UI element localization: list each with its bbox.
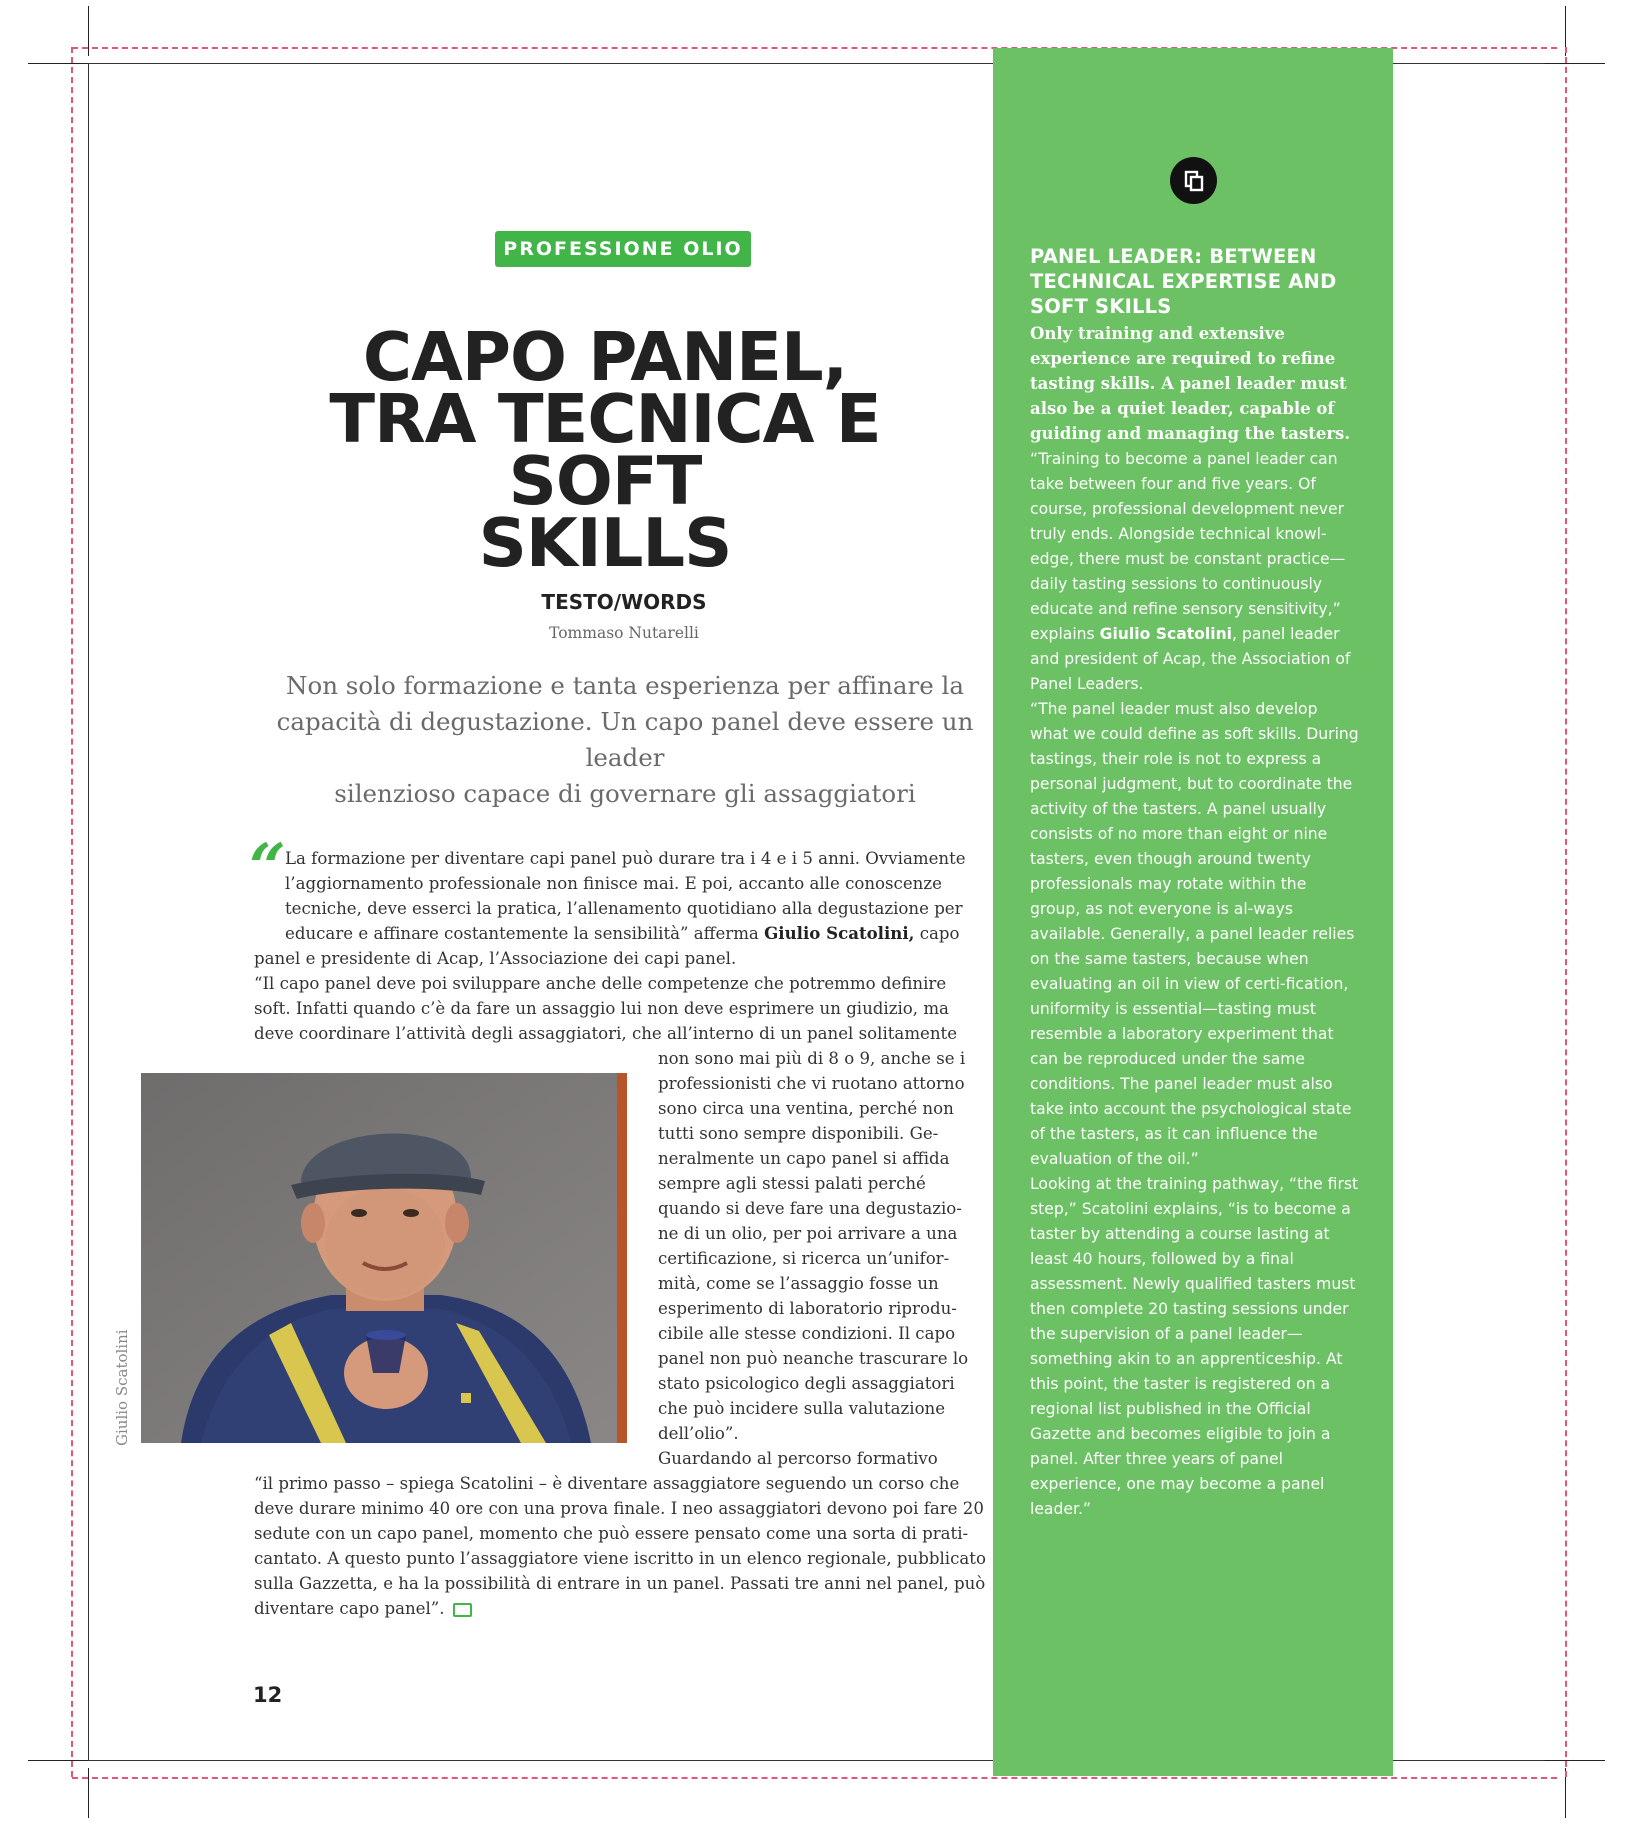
body-line: soft. Infatti quando c’è da fare un assaggio lui non deve esprimere un giudizio, ma [254,999,949,1018]
crop-mark-bottom-left-h [28,1760,88,1761]
headline [230,318,980,582]
body-line: cibile alle stesse condizioni. Il capo [658,1324,956,1343]
body-line: “il primo passo – spiega Scatolini – è diventare assaggiatore seguendo un corso che [254,1474,960,1493]
sidebar-paragraph-3: Looking at the training pathway, “the first step,” Scatolini explains, “is to become a taster by attending a course lasting at least 40 hours, followed by a final assessment. Newly qualified tasters must then complete 20 tasting sessions under the supervision of a panel leader—something akin to an apprenticeship. At this point, the taster is registered on a regional list published in the Official Gazette and becomes eligible to join a panel. After three years of panel experience, one may become a panel leader.” [1030,1175,1359,1518]
body-line: quando si deve fare una degustazio- [658,1199,962,1218]
body-line: professionisti che vi ruotano attorno [658,1074,965,1093]
body-line: ne di un olio, per poi arrivare a una [658,1224,958,1243]
body-line [254,1596,994,1621]
sidebar-body [1030,447,1360,1522]
crop-mark-top-right-h [1545,63,1605,64]
standfirst-line: Non solo formazione e tanta esperienza per affinare la [286,671,964,700]
body-line: sempre agli stessi palati perché [658,1174,926,1193]
crop-mark-top-left-h [28,63,88,64]
sidebar-p1-tail: , panel leader and president of Acap, the Association of Panel Leaders. [1030,625,1351,693]
body-line: che può incidere sulla valutazione [658,1399,946,1418]
article-closing [254,1471,994,1621]
body-line: sulla Gazzetta, e ha la possibilità di entrare in un panel. Passati tre anni nel panel, può [254,1574,986,1593]
trim-line-left [88,63,89,1760]
body-line [254,921,994,946]
body-line: “Il capo panel deve poi sviluppare anche delle competenze che potremmo definire [254,974,947,993]
photo-caption: Giulio Scatolini [113,1329,131,1446]
body-line: sedute con un capo panel, momento che può essere pensato come una sorta di prati- [254,1524,969,1543]
bleed-line-right [1565,47,1567,1777]
section-tag: PROFESSIONE OLIO [495,231,751,267]
sidebar-p1-text: “Training to become a panel leader can take between four and five years. Of course, professional development never truly ends. Alongside technical knowl-edge, there must be constant practice—daily tasting sessions to continuously educate and refine sensory sensitivity,” explains [1030,450,1346,643]
body-line: non sono mai più di 8 o 9, anche se i [658,1049,966,1068]
standfirst [240,668,1010,812]
body-line: panel non può neanche trascurare lo [658,1349,969,1368]
end-mark-icon [453,1603,472,1617]
bleed-line-bottom [72,1777,1557,1779]
body-line: tutti sono sempre disponibili. Ge- [658,1124,939,1143]
bleed-line-left [71,47,73,1777]
body-line: deve durare minimo 40 ore con una prova finale. I neo assaggiatori devono poi fare 20 [254,1499,984,1518]
credit-author: Tommaso Nutarelli [549,624,699,642]
body-line: cantato. A questo punto l’assaggiatore viene iscritto in un elenco regionale, pubblicato [254,1549,986,1568]
body-line: tecniche, deve esserci la pratica, l’allenamento quotidiano alla degustazione per [285,899,963,918]
quote-mark: “ [249,830,286,905]
body-line: La formazione per diventare capi panel può durare tra i 4 e i 5 anni. Ovviamente [285,849,966,868]
body-line: deve coordinare l’attività degli assaggiatori, che all’interno di un panel solitamente [254,1024,958,1043]
body-line: neralmente un capo panel si affida [658,1149,950,1168]
crop-mark-bottom-left-v [88,1768,89,1818]
headline-line: CAPO PANEL, [362,318,848,396]
portrait-photo [141,1073,627,1443]
sidebar-paragraph-1 [1030,447,1360,697]
body-line: esperimento di laboratorio riprodu- [658,1299,957,1318]
body-line: stato psicologico degli assaggiatori [658,1374,955,1393]
article-column [658,1046,988,1471]
body-text: educare e affinare costantemente la sensibilità” afferma [285,924,765,943]
copy-icon [1170,157,1217,204]
page-number: 12 [253,1683,283,1707]
body-line: sono circa una ventina, perché non [658,1099,954,1118]
body-line: Guardando al percorso formativo [658,1449,938,1468]
credit-label: TESTO/WORDS [541,590,707,614]
headline-line: SKILLS [478,504,732,582]
article-intro [254,846,994,1046]
body-line: mità, come se l’assaggio fosse un [658,1274,939,1293]
body-text: capo [914,924,960,943]
standfirst-line: capacità di degustazione. Un capo panel deve essere un leader [276,707,974,772]
sidebar-title: PANEL LEADER: BETWEEN TECHNICAL EXPERTISE AND SOFT SKILLS [1030,245,1337,318]
body-text: diventare capo panel”. [254,1599,445,1618]
sidebar-paragraph-2: “The panel leader must also develop what we could define as soft skills. During tastings, their role is not to express a personal judgment, but to coordinate the activity of the tasters. A panel usually consists of no more than eight or nine tasters, even though around twenty professionals may rotate within the group, as not everyone is al-ways available. Generally, a panel leader relies on the same tasters, because when evaluating an oil in view of certi-fication, uniformity is essential—tasting must resemble a laboratory experiment that can be reproduced under the same conditions. The panel leader must also take into account the psychological state of the tasters, as it can influence the evaluation of the oil.” [1030,700,1359,1168]
portrait-illustration [141,1073,627,1443]
sidebar-p1-name: Giulio Scatolini [1099,625,1233,643]
body-line: panel e presidente di Acap, l’Associazione dei capi panel. [254,949,737,968]
headline-line: TRA TECNICA E SOFT [329,380,881,520]
crop-mark-bottom-right-h [1545,1760,1605,1761]
body-line: l’aggiornamento professionale non finisce mai. E poi, accanto alle conoscenze [285,874,942,893]
sidebar-lead: Only training and extensive experience are required to refine tasting skills. A panel leader must also be a quiet leader, capable of guiding and managing the tasters. [1030,324,1351,443]
body-line: certificazione, si ricerca un’unifor- [658,1249,950,1268]
person-name: Giulio Scatolini, [764,923,915,943]
body-line: dell’olio”. [658,1424,739,1443]
standfirst-line: silenzioso capace di governare gli assaggiatori [334,779,916,808]
